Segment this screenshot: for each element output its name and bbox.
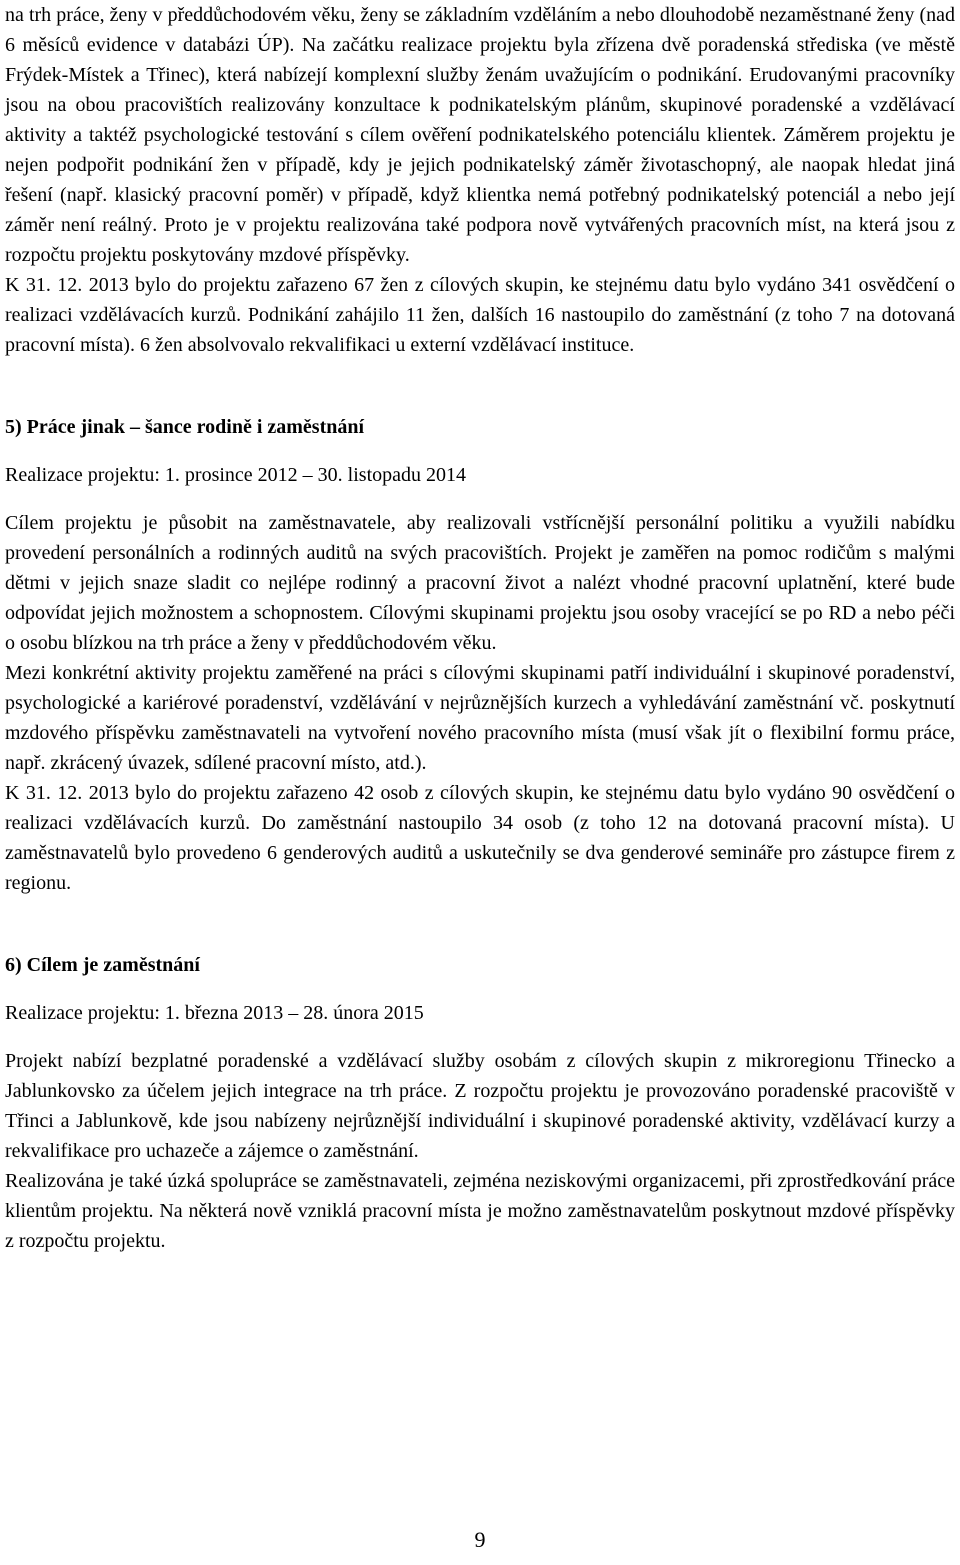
intro-paragraph-2: K 31. 12. 2013 bylo do projektu zařazeno 67 žen z cílových skupin, ke stejnému datu bylo vydáno 341 osvědčení o realizaci vzdělávacích kurzů. Podnikání zahájilo 11 žen, dalších 16 nastoupilo do zaměstnání (z toho 7 na dotovaná pracovní místa). 6 žen absolvovalo rekvalifikaci u externí vzdělávací instituce. — [5, 274, 955, 356]
section-5-paragraph-3: K 31. 12. 2013 bylo do projektu zařazeno 42 osob z cílových skupin, ke stejnému datu bylo vydáno 90 osvědčení o realizaci vzdělávacích kurzů. Do zaměstnání nastoupilo 34 osob (z toho 12 na dotovaná pracovní místa). U zaměstnavatelů bylo provedeno 6 genderových auditů a uskutečnily se dva genderové semináře pro zástupce firem z regionu. — [5, 782, 955, 894]
section-6-heading: 6) Cílem je zaměstnání — [5, 954, 200, 976]
section-5-heading: 5) Práce jinak – šance rodině i zaměstnání — [5, 416, 365, 438]
section-6-paragraph-1: Projekt nabízí bezplatné poradenské a vzdělávací služby osobám z cílových skupin z mikroregionu Třinecko a Jablunkovsko za účelem jejich integrace na trh práce. Z rozpočtu projektu je provozováno poradenské pracoviště v Třinci a Jablunkově, kde jsou nabízeny nejrůznější individuální i skupinové poradenské aktivity, vzdělávací kurzy a rekvalifikace pro uchazeče a zájemce o zaměstnání. — [5, 1050, 955, 1162]
intro-paragraph-1: na trh práce, ženy v předdůchodovém věku, ženy se základním vzděláním a nebo dlouhodobě nezaměstnané ženy (nad 6 měsíců evidence v databázi ÚP). Na začátku realizace projektu byla zřízena dvě poradenská střediska (ve městě Frýdek-Místek a Třinec), která nabízejí komplexní služby ženám uvažujícím o podnikání. Erudovanými pracovníky jsou na obou pracovištích realizovány konzultace k podnikatelským plánům, skupinové poradenské a vzdělávací aktivity a taktéž psychologické testování s cílem ověření podnikatelského potenciálu klientek. Záměrem projektu je nejen podpořit podnikání žen v případě, kdy je jejich podnikatelský záměr životaschopný, ale naopak hledat jiná řešení (např. klasický pracovní poměr) v případě, když klientka nemá potřebný podnikatelský potenciál a nebo její záměr není reálný. Proto je v projektu realizována také podpora nově vytvářených pracovních míst, na která jsou z rozpočtu projektu poskytovány mzdové příspěvky. — [5, 4, 955, 266]
section-5-realization: Realizace projektu: 1. prosince 2012 – 30. listopadu 2014 — [5, 464, 467, 486]
section-6-realization: Realizace projektu: 1. března 2013 – 28. února 2015 — [5, 1002, 424, 1024]
page-number: 9 — [474, 1527, 486, 1552]
section-6-body — [5, 1046, 955, 1256]
section-6-paragraph-2: Realizována je také úzká spolupráce se zaměstnavateli, zejména neziskovými organizacemi, při zprostředkování práce klientům projektu. Na některá nově vzniklá pracovní místa je možno zaměstnavatelům poskytnout mzdové příspěvky z rozpočtu projektu. — [5, 1170, 955, 1252]
intro-text — [5, 0, 955, 360]
section-5-paragraph-2: Mezi konkrétní aktivity projektu zaměřené na práci s cílovými skupinami patří individuální i skupinové poradenství, psychologické a kariérové poradenství, vzdělávání v nejrůznějších kurzech a vyhledávání zaměstnání vč. poskytnutí mzdového příspěvku zaměstnavateli na vytvoření nového pracovního místa (musí však jít o flexibilní formu práce, např. zkrácený úvazek, sdílené pracovní místo, atd.). — [5, 662, 955, 774]
document-page — [5, 0, 955, 1565]
section-5-paragraph-1: Cílem projektu je působit na zaměstnavatele, aby realizovali vstřícnější personální politiku a využili nabídku provedení personálních a rodinných auditů na svých pracovištích. Projekt je zaměřen na pomoc rodičům s malými dětmi v jejich snaze sladit co nejlépe rodinný a pracovní život a nalézt vhodné pracovní uplatnění, které bude odpovídat jejich možnostem a schopnostem. Cílovými skupinami projektu jsou osoby vracející se po RD a nebo péči o osobu blízkou na trh práce a ženy v předdůchodovém věku. — [5, 512, 955, 654]
section-5-body — [5, 508, 955, 898]
